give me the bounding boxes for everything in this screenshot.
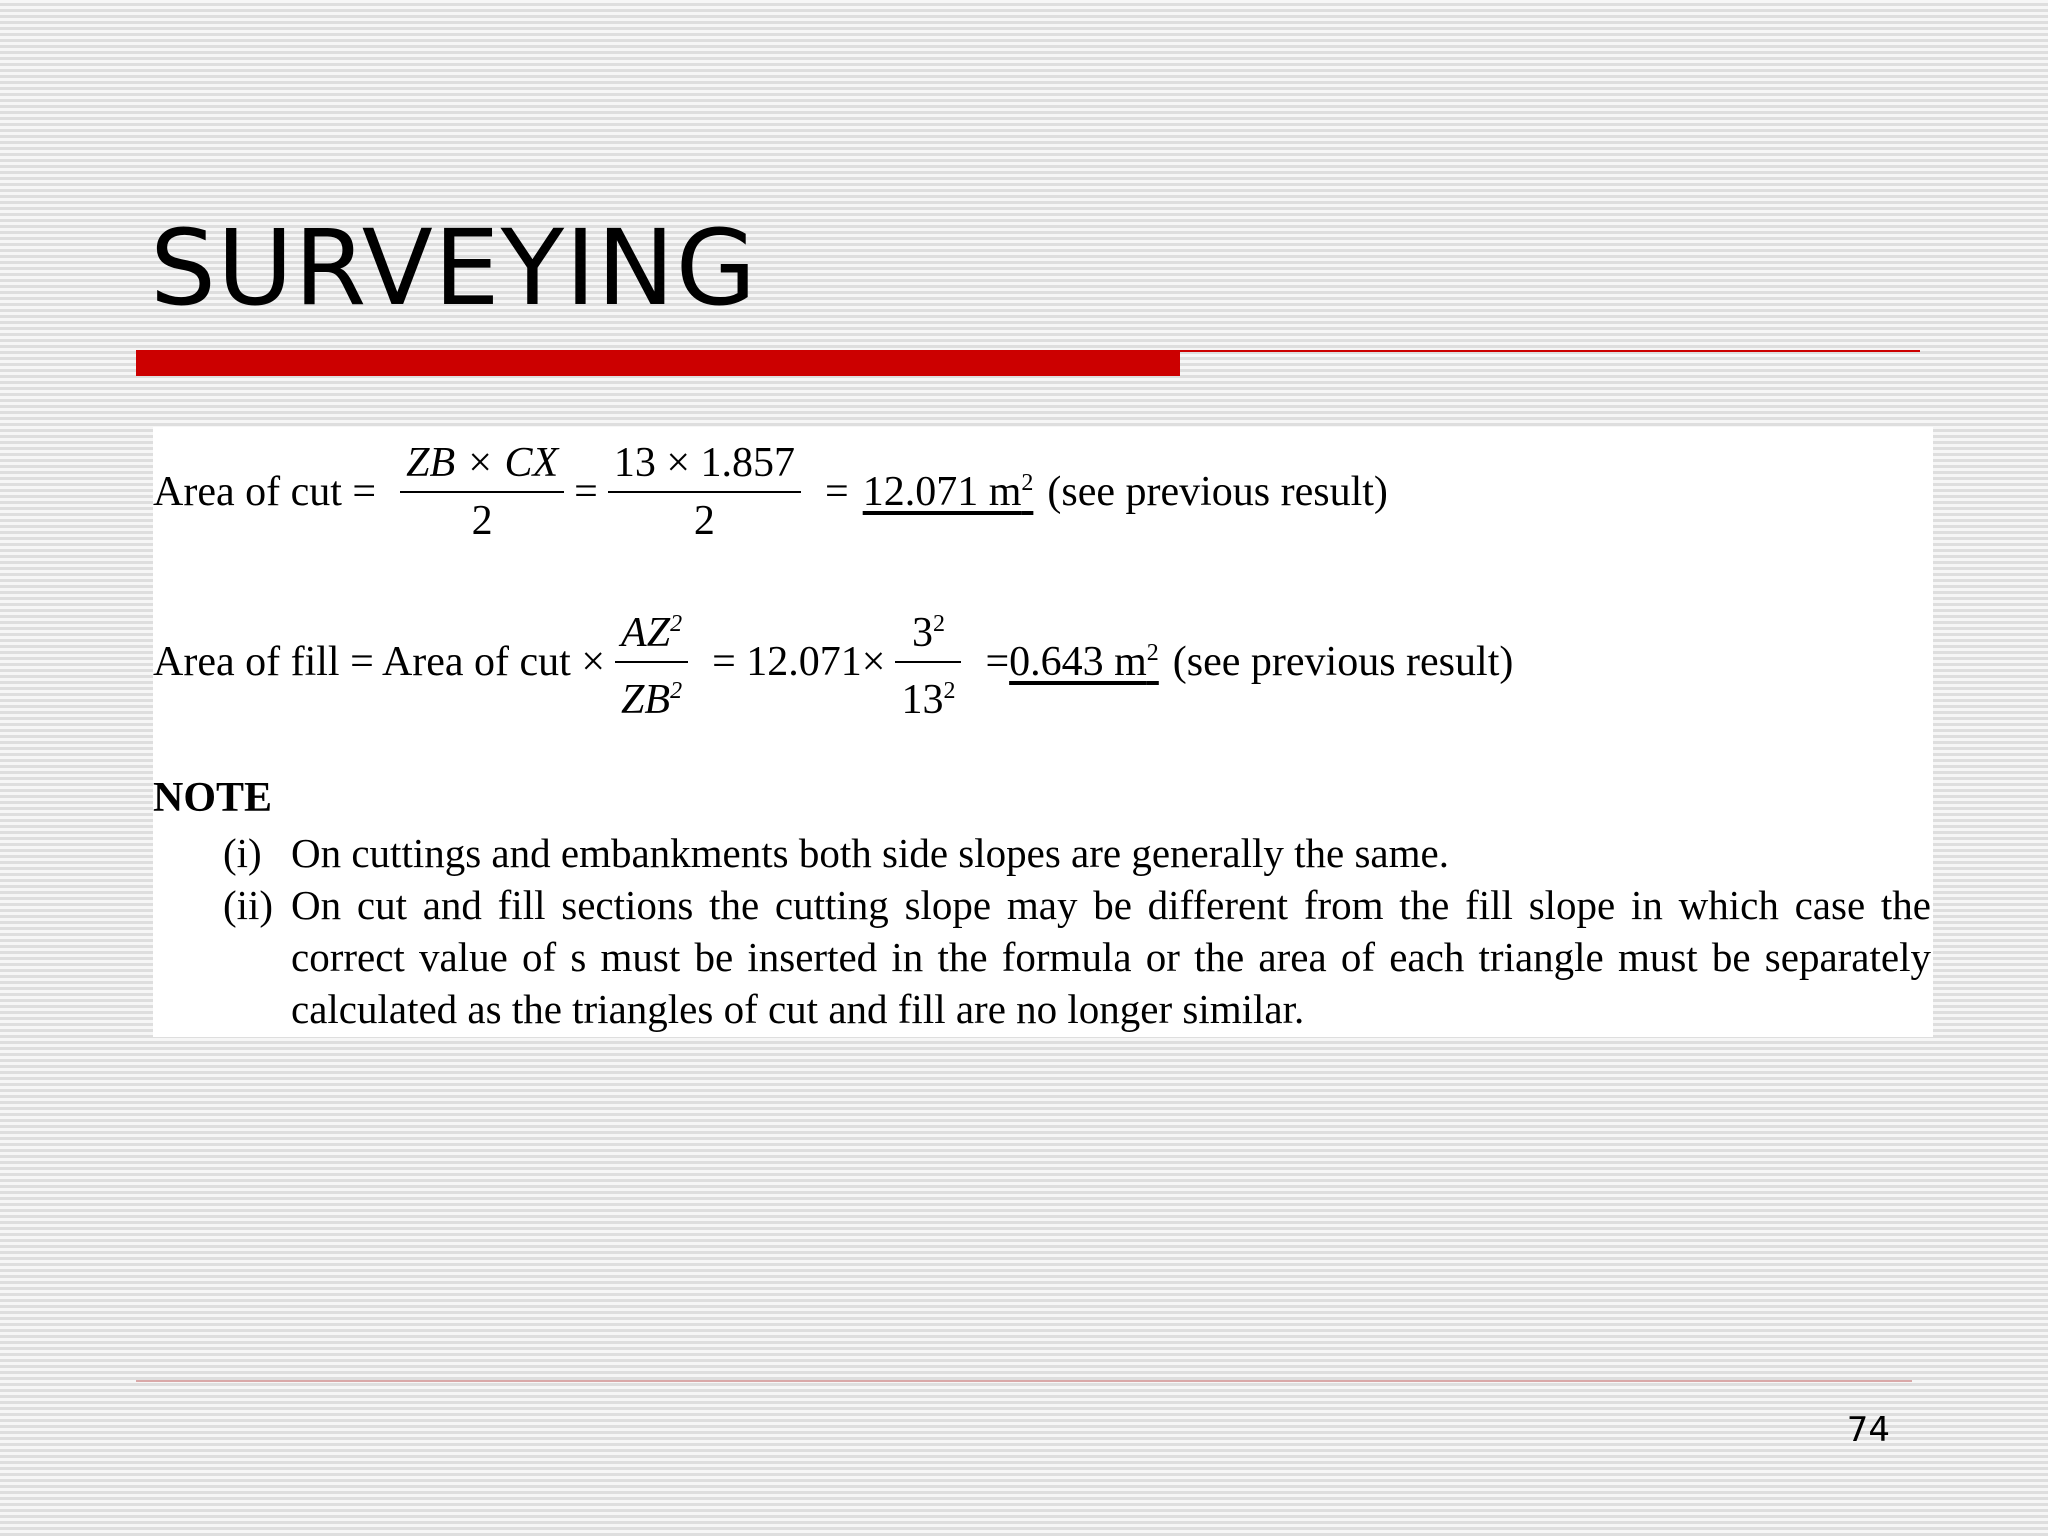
equation-label: Area of fill = Area of cut × <box>153 639 606 685</box>
equation-area-of-cut <box>153 427 1388 557</box>
note-heading: NOTE <box>153 775 273 821</box>
equation-area-of-fill <box>153 597 1513 727</box>
fraction-squares <box>895 598 961 726</box>
result-note: (see previous result) <box>1172 639 1514 685</box>
fraction-denominator: $ZB^2$ <box>621 677 683 723</box>
content-image <box>153 427 1933 1037</box>
result-value: 0.643 $m^2$ <box>1009 639 1159 685</box>
result-note: (see previous result) <box>1047 469 1388 515</box>
fraction-numerator: ZB × CX <box>406 440 559 486</box>
note-item <box>223 879 1931 1035</box>
fraction-denominator: 2 <box>693 498 715 544</box>
equation-label: Area of cut = <box>153 469 377 515</box>
title-underline-thick <box>136 350 1180 376</box>
result-value: 12.071 $m^2$ <box>862 469 1034 515</box>
note-item <box>223 827 1931 879</box>
note-item-marker: (i) <box>223 830 262 876</box>
slide-title: SURVEYING <box>150 207 758 329</box>
equals-sign: = <box>985 639 1010 685</box>
fraction-az-zb <box>615 598 688 726</box>
note-list <box>223 827 1931 1035</box>
fraction-denominator: 2 <box>471 498 493 544</box>
fraction-numerator: $AZ^2$ <box>621 610 683 656</box>
note-item-marker: (ii) <box>223 882 274 928</box>
equation-mid: = 12.071× <box>712 639 886 685</box>
equals-sign: = <box>825 469 849 515</box>
note-item-text: On cut and fill sections the cutting slope may be different from the fill slope in which case the correct value of s must be inserted in the formula or the area of each triangle must be separately calculated as the triangles of cut and fill are no longer similar. <box>291 882 1931 1032</box>
fraction-values <box>608 437 801 547</box>
note-item-text: On cuttings and embankments both side slopes are generally the same. <box>291 830 1449 876</box>
title-underline-thin <box>1180 350 1920 352</box>
footer-divider <box>136 1380 1912 1382</box>
equals-sign: = <box>574 469 598 515</box>
fraction-numerator: $3^2$ <box>911 610 945 656</box>
fraction-numerator: 13 × 1.857 <box>613 440 795 486</box>
page-number: 74 <box>1846 1410 1890 1450</box>
fraction-denominator: $13^2$ <box>901 677 956 723</box>
fraction-zb-cx <box>400 437 564 547</box>
